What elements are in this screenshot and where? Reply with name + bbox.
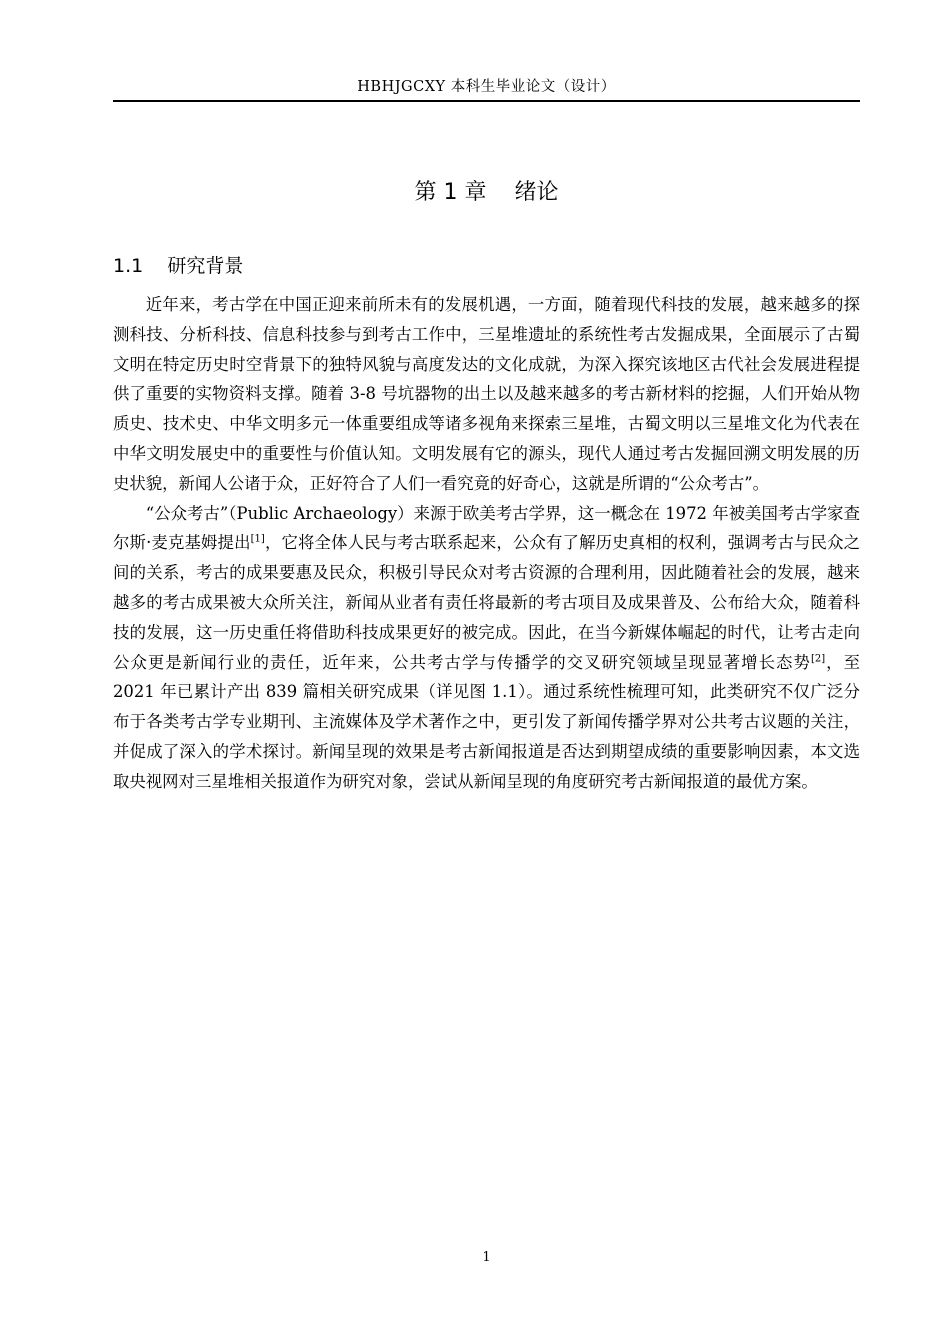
section-heading: 1.1 研究背景 xyxy=(113,255,244,277)
paragraph-1: 近年来，考古学在中国正迎来前所未有的发展机遇，一方面，随着现代科技的发展，越来越多的探测科技、分析科技、信息科技参与到考古工作中，三星堆遗址的系统性考古发掘成果，全面展示了古蜀文明在特定历史时空背景下的独特风貌与高度发达的文化成就，为深入探究该地区古代社会发展进程提供了重要的实物资料支撑。随着 3-8 号坑器物的出土以及越来越多的考古新材料的挖掘，人们开始从物质史、技术史、中华文明多元一体重要组成等诸多视角来探索三星堆，古蜀文明以三星堆文化为代表在中华文明发展史中的重要性与价值认知。文明发展有它的源头，现代人通过考古发掘回溯文明发展的历史状貌，新闻人公诸于众，正好符合了人们一看究竟的好奇心，这就是所谓的“公众考古”。 xyxy=(113,295,860,493)
citation-2[interactable]: [2] xyxy=(810,653,826,665)
citation-1[interactable]: [1] xyxy=(250,533,265,545)
paragraph-2-part-2: ，它将全体人民与考古联系起来，公众有了解历史真相的权利，强调考古与民众之间的关系，考古的成果要惠及民众，积极引导民众对考古资源的合理利用，因此随着社会的发展，越来越多的考古成果被大众所关注，新闻从业者有责任将最新的考古项目及成果普及、公布给大众，随着科技的发展，这一历史重任将借助科技成果更好的被完成。因此，在当今新媒体崛起的时代，让考古走向公众更是新闻行业的责任，近年来，公共考古学与传播学的交叉研究领域呈现显著增长态势 xyxy=(113,533,860,672)
page-number: 1 xyxy=(482,1250,491,1265)
paragraph-2 xyxy=(113,499,860,797)
header-divider xyxy=(113,100,860,102)
chapter-title: 第 1 章 绪论 xyxy=(414,180,559,205)
page-header: HBHJGCXY 本科生毕业论文（设计） xyxy=(357,79,616,95)
paragraph-2-part-3: ，至 2021 年已累计产出 839 篇相关研究成果（详见图 1.1）。通过系统性梳理可知，此类研究不仅广泛分布于各类考古学专业期刊、主流媒体及学术著作之中，更引发了新闻传播学界对公共考古议题的关注，并促成了深入的学术探讨。新闻呈现的效果是考古新闻报道是否达到期望成绩的重要影响因素，本文选取央视网对三星堆相关报道作为研究对象，尝试从新闻呈现的角度研究考古新闻报道的最优方案。 xyxy=(113,652,861,791)
paragraph-2-part-1: “公众考古”（Public Archaeology）来源于欧美考古学界，这一概念在 1972 年被美国考古学家查尔斯·麦克基姆提出 xyxy=(113,503,860,553)
body-text xyxy=(113,290,860,797)
